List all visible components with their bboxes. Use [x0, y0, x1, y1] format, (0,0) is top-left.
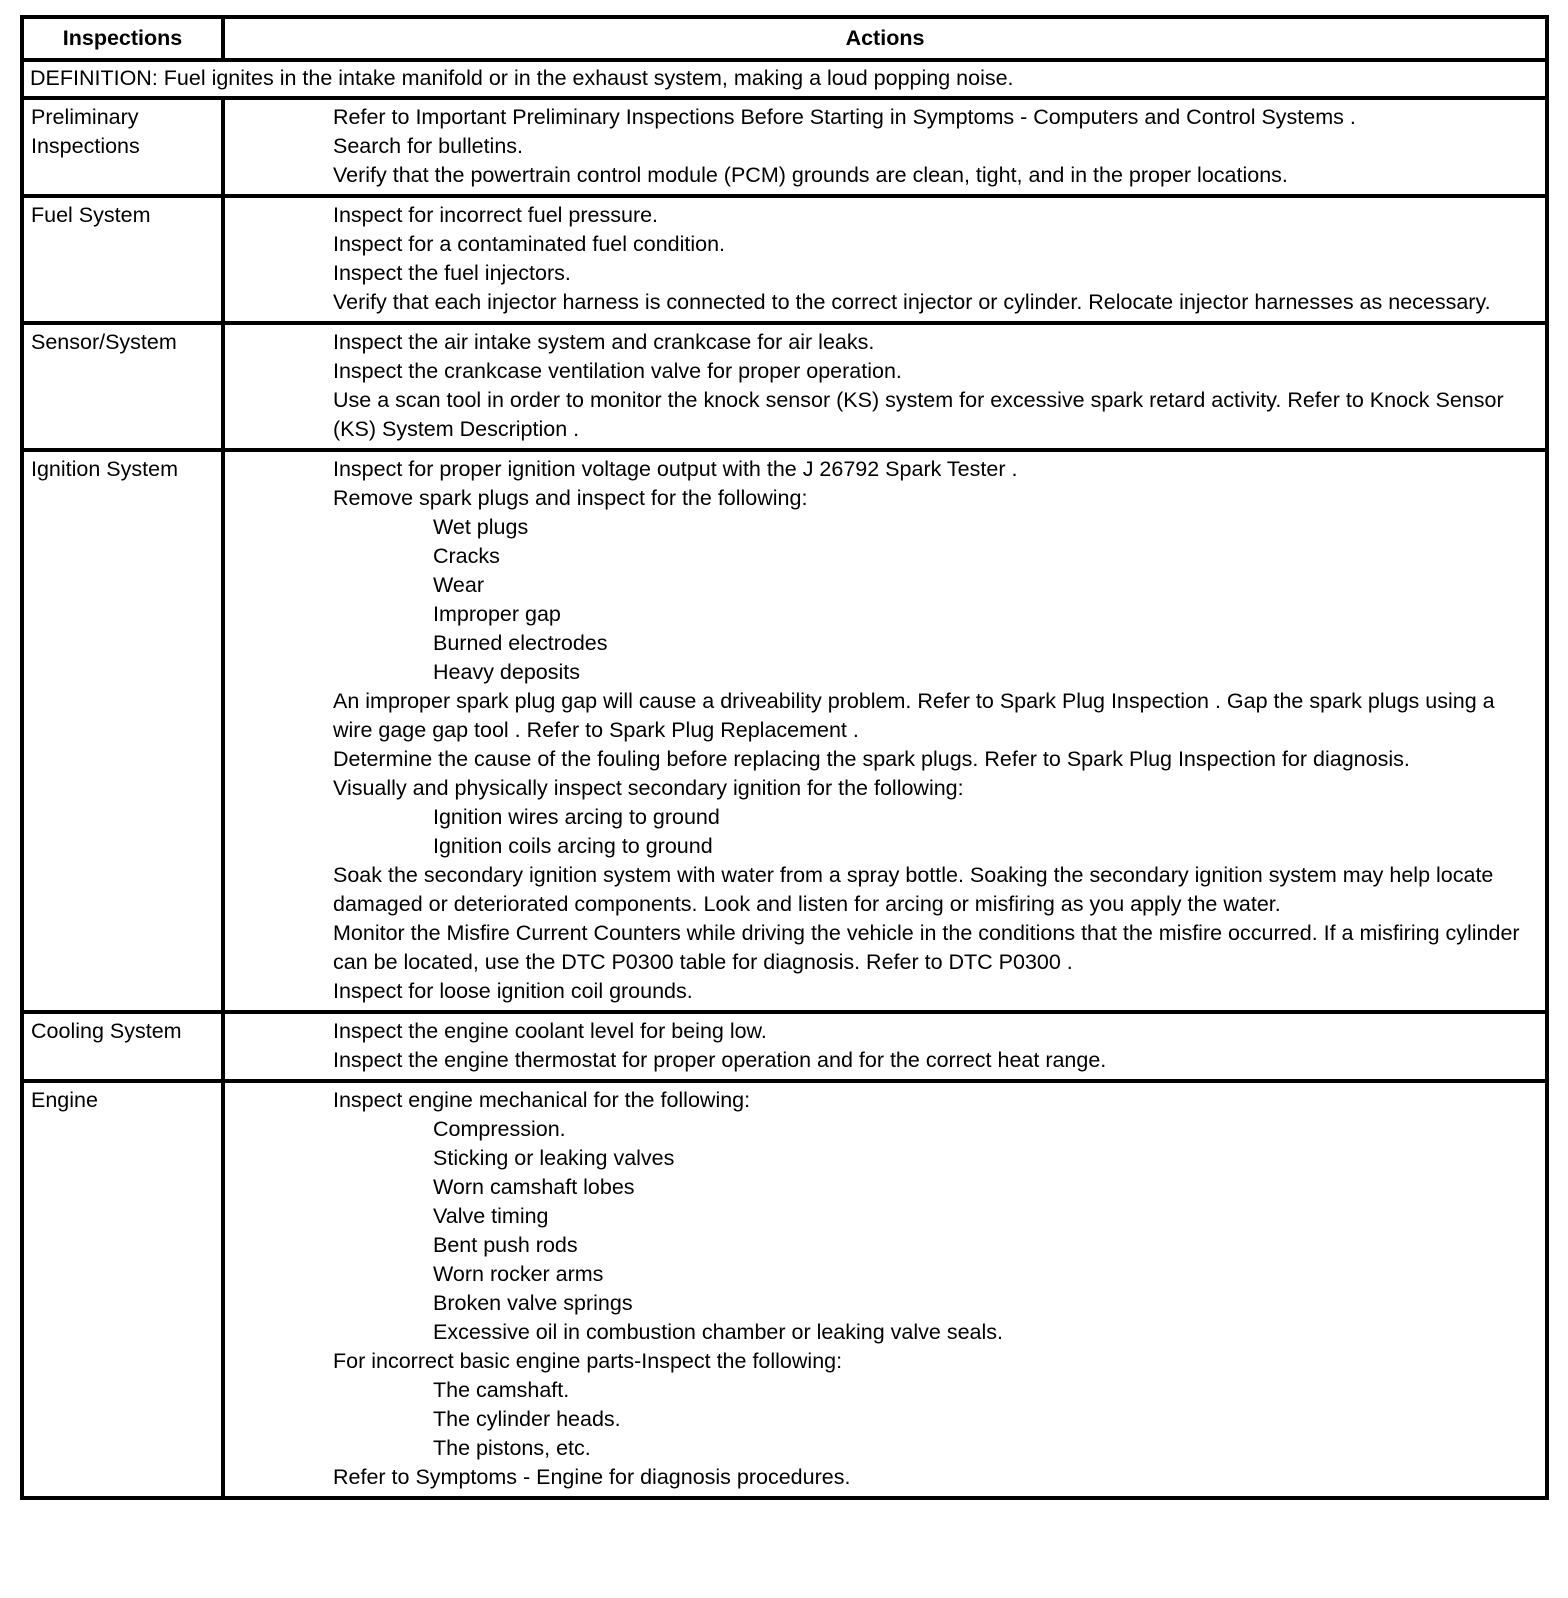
action-subitem: Wet plugs	[433, 515, 529, 539]
actions-cell	[223, 1012, 1547, 1081]
action-subitem: Cracks	[433, 544, 500, 568]
action-line: For incorrect basic engine parts-Inspect the following:	[333, 1349, 843, 1373]
action-line: Determine the cause of the fouling before replacing the spark plugs. Refer to Spark Plug Inspection for diagnosis.	[333, 747, 1410, 771]
action-subitem: Valve timing	[433, 1204, 549, 1228]
action-line: Inspect the fuel injectors.	[333, 261, 571, 285]
action-subitem: The cylinder heads.	[433, 1407, 621, 1431]
action-line: Search for bulletins.	[333, 134, 524, 158]
inspection-label: Sensor/System	[22, 323, 223, 450]
action-subitem: Worn rocker arms	[433, 1262, 604, 1286]
header-actions: Actions	[223, 17, 1547, 60]
action-line: Inspect for incorrect fuel pressure.	[333, 203, 659, 227]
action-subitem: Broken valve springs	[433, 1291, 633, 1315]
table-row	[22, 196, 1547, 323]
actions-cell	[223, 196, 1547, 323]
action-line: Refer to Important Preliminary Inspections Before Starting in Symptoms - Computers and Control Systems .	[333, 105, 1356, 129]
action-subitem: Excessive oil in combustion chamber or leaking valve seals.	[433, 1320, 1004, 1344]
table-row	[22, 1081, 1547, 1498]
actions-cell	[223, 450, 1547, 1012]
action-subitem: Improper gap	[433, 602, 561, 626]
action-line: Remove spark plugs and inspect for the following:	[333, 486, 808, 510]
actions-cell	[223, 1081, 1547, 1498]
action-line: Inspect for loose ignition coil grounds.	[333, 979, 693, 1003]
inspection-label: Fuel System	[22, 196, 223, 323]
action-line: Verify that each injector harness is connected to the correct injector or cylinder. Relocate injector harnesses as necessary.	[333, 290, 1491, 314]
action-line: Visually and physically inspect secondary ignition for the following:	[333, 776, 964, 800]
definition-text: DEFINITION: Fuel ignites in the intake manifold or in the exhaust system, making a loud popping noise.	[22, 60, 1547, 98]
action-subitem: Worn camshaft lobes	[433, 1175, 635, 1199]
action-subitem: The camshaft.	[433, 1378, 570, 1402]
action-line: Inspect for proper ignition voltage output with the J 26792 Spark Tester .	[333, 457, 1018, 481]
action-subitem: Ignition wires arcing to ground	[433, 805, 720, 829]
action-line: Inspect the air intake system and crankcase for air leaks.	[333, 330, 875, 354]
table-row	[22, 1012, 1547, 1081]
action-subitem: Heavy deposits	[433, 660, 580, 684]
action-subitem: The pistons, etc.	[433, 1436, 591, 1460]
action-line: Inspect the engine coolant level for being low.	[333, 1019, 767, 1043]
actions-cell	[223, 98, 1547, 196]
action-line: Inspect for a contaminated fuel condition.	[333, 232, 726, 256]
action-line: Monitor the Misfire Current Counters while driving the vehicle in the conditions that the misfire occurred. If a misfiring cylinder can be located, use the DTC P0300 table for diagnosis. Refer to DTC P0300 .	[333, 921, 1520, 974]
table-row	[22, 98, 1547, 196]
action-line: Soak the secondary ignition system with water from a spray bottle. Soaking the secondary ignition system may help locate damaged or deteriorated components. Look and listen for arcing or misfiring as you apply the water.	[333, 863, 1494, 916]
table-row	[22, 323, 1547, 450]
actions-cell	[223, 323, 1547, 450]
action-line: Verify that the powertrain control module (PCM) grounds are clean, tight, and in the proper locations.	[333, 163, 1288, 187]
inspection-label: Cooling System	[22, 1012, 223, 1081]
action-line: Inspect the crankcase ventilation valve for proper operation.	[333, 359, 902, 383]
action-subitem: Compression.	[433, 1117, 566, 1141]
action-line: Inspect the engine thermostat for proper operation and for the correct heat range.	[333, 1048, 1107, 1072]
diagnostic-table	[20, 15, 1549, 1500]
header-inspections: Inspections	[22, 17, 223, 60]
action-line: An improper spark plug gap will cause a driveability problem. Refer to Spark Plug Inspection . Gap the spark plugs using a wire gage gap tool . Refer to Spark Plug Replacement .	[333, 689, 1495, 742]
action-subitem: Sticking or leaking valves	[433, 1146, 675, 1170]
table-row	[22, 450, 1547, 1012]
action-subitem: Ignition coils arcing to ground	[433, 834, 713, 858]
action-line: Use a scan tool in order to monitor the knock sensor (KS) system for excessive spark retard activity. Refer to Knock Sensor (KS) System Description .	[333, 388, 1504, 441]
header-row	[22, 17, 1547, 60]
action-subitem: Burned electrodes	[433, 631, 608, 655]
action-line: Inspect engine mechanical for the following:	[333, 1088, 751, 1112]
inspection-label: Preliminary Inspections	[22, 98, 223, 196]
action-subitem: Bent push rods	[433, 1233, 578, 1257]
inspection-label: Ignition System	[22, 450, 223, 1012]
action-line: Refer to Symptoms - Engine for diagnosis procedures.	[333, 1465, 851, 1489]
action-subitem: Wear	[433, 573, 484, 597]
inspection-label: Engine	[22, 1081, 223, 1498]
definition-row	[22, 60, 1547, 98]
